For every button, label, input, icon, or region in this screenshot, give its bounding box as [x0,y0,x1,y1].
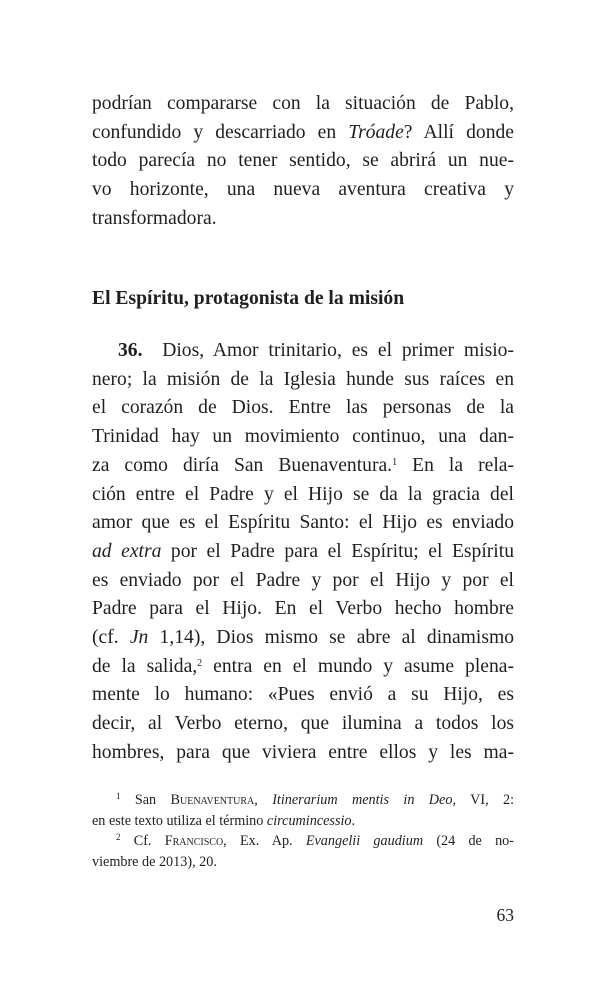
footnote-text: San Buenaventura, Itinerarium mentis in Deo, VI, 2: [120,792,515,808]
text-line: za como diría San Buenaventura.$^1$ En la rela- [92,454,514,476]
text-line: Padre para el Hijo. En el Verbo hecho hombre [92,598,514,620]
footnote-2 [92,831,514,852]
author-name: Francisco [164,833,224,849]
italic-text: circumincessio [266,812,352,829]
text-line: transformadora. [92,207,217,229]
text-line: el corazón de Dios. Entre las personas de la [92,397,514,419]
text-line [92,337,514,366]
footnotes [92,790,514,872]
italic-text: Itinerarium mentis in Deo [272,792,453,808]
section-heading: El Espíritu, protagonista de la misión [92,288,405,309]
footnote-number: 1 [116,791,121,801]
italic-text: ad extra [92,540,162,562]
text-line: hombres, para que viviera entre ellos y les ma- [92,741,514,763]
text-line: ción entre el Padre y el Hijo se da la gracia del [92,483,514,505]
footnote-line: en este texto utiliza el término circumincessio. [92,812,356,829]
italic-text: Jn [129,627,149,649]
text-line-content: Dios, Amor trinitario, es el primer misio- [162,340,514,361]
footnote-number: 2 [116,832,121,842]
paragraph-36 [92,337,514,768]
footnote-1 [92,790,514,811]
text-line: vo horizonte, una nueva aventura creativa y [92,179,514,201]
text-line: decir, al Verbo eterno, que ilumina a todos los [92,713,514,735]
text-line: podrían compararse con la situación de Pablo, [92,93,514,114]
text-line: de la salida,$^2$ entra en el mundo y asume plena- [92,655,514,677]
text-line: (cf. Jn 1,14), Dios mismo se abre al dinamismo [92,627,515,649]
text-line: Trinidad hay un movimiento continuo, una dan- [92,426,514,448]
text-line: mente lo humano: «Pues envió a su Hijo, es [92,684,514,706]
text-line: ad extra por el Padre para el Espíritu; el Espíritu [92,540,514,562]
paragraph-continuation [92,90,514,234]
author-name: Buenaventura [170,792,255,808]
footnote-text: Cf. Francisco, Ex. Ap. Evangelii gaudium (24 de no- [120,833,515,849]
text-line: nero; la misión de la Iglesia hunde sus raíces en [92,368,514,390]
paragraph-number: 36. [118,340,143,361]
italic-text: Tróade [348,121,404,143]
italic-text: Evangelii gaudium [305,833,424,849]
footnote-line: viembre de 2013), 20. [92,853,217,870]
text-line: amor que es el Espíritu Santo: el Hijo es enviado [92,512,514,534]
text-line: es enviado por el Padre y por el Hijo y por el [92,569,514,591]
text-line: todo parecía no tener sentido, se abrirá un nue- [92,150,514,172]
footnote-reference: 1 [392,456,398,468]
text-line: confundido y descarriado en Tróade? Allí donde [92,121,514,143]
footnote-reference: 2 [197,657,203,669]
page-number: 63 [496,905,514,925]
